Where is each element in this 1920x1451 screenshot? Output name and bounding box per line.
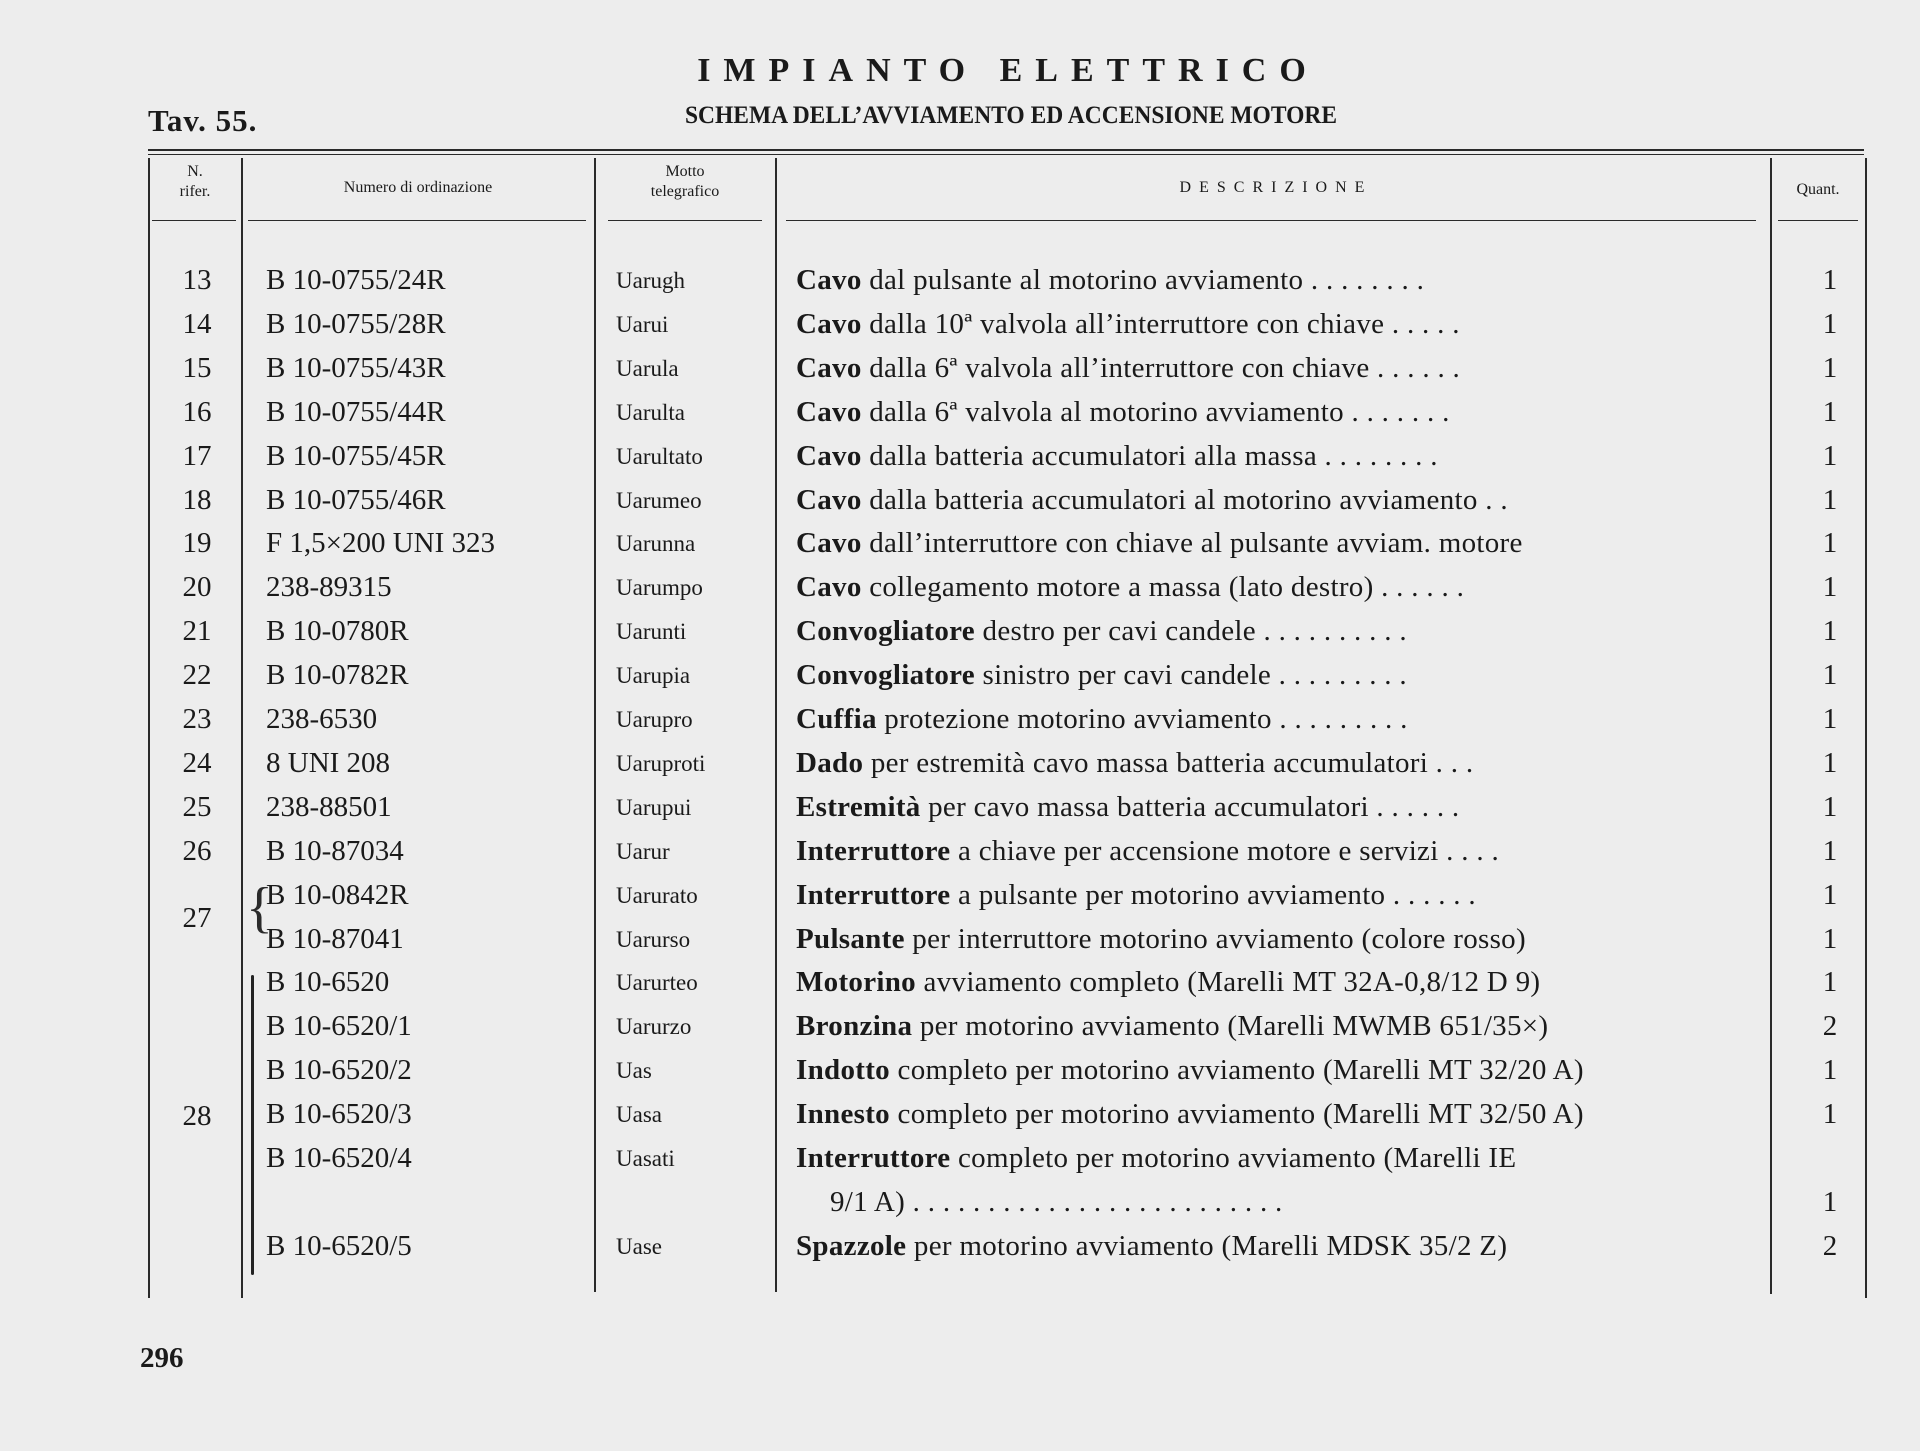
row-ref-number: 19 bbox=[182, 527, 212, 559]
row-description-text: dal pulsante al motorino avviamento . . . . . . . . bbox=[861, 264, 1425, 296]
row-order-number: B 10-6520/3 bbox=[266, 1098, 412, 1130]
row-description-keyword: Interruttore bbox=[796, 879, 951, 911]
column-divider bbox=[1770, 158, 1772, 1294]
row-description-text: completo per motorino avviamento (Marelli MT 32/20 A) bbox=[889, 1054, 1584, 1086]
row-description bbox=[796, 835, 1758, 868]
row-description bbox=[796, 571, 1758, 604]
header-underline bbox=[786, 220, 1756, 221]
row-description bbox=[796, 308, 1758, 341]
row-quantity: 1 bbox=[1822, 352, 1838, 384]
row-quantity: 1 bbox=[1822, 396, 1838, 428]
row-description-keyword: Estremità bbox=[796, 791, 921, 823]
row-description bbox=[796, 440, 1758, 473]
row-quantity: 1 bbox=[1822, 659, 1838, 691]
row-telegraphic-code: Uarula bbox=[616, 356, 679, 381]
row-description-text: dalla batteria accumulatori al motorino avviamento . . bbox=[861, 484, 1508, 516]
row-ref-number: 14 bbox=[182, 308, 212, 340]
row-order-number: B 10-0755/24R bbox=[266, 264, 446, 296]
row-telegraphic-code: Uarumeo bbox=[616, 488, 702, 513]
header-ordinazione: Numero di ordinazione bbox=[343, 179, 493, 196]
row-description-keyword: Cavo bbox=[796, 571, 862, 603]
row-description bbox=[796, 352, 1758, 385]
row-description-text: completo per motorino avviamento (Marelli IE bbox=[950, 1142, 1517, 1174]
row-description-text: dalla 6ª valvola al motorino avviamento . . . . . . . bbox=[861, 396, 1450, 428]
row-quantity: 1 bbox=[1822, 440, 1838, 472]
row-ref-number: 17 bbox=[182, 440, 212, 472]
row-order-number: B 10-0755/45R bbox=[266, 440, 446, 472]
row-description-keyword: Convogliatore bbox=[796, 659, 975, 691]
row-description bbox=[796, 1010, 1758, 1043]
row-telegraphic-code: Uarurzo bbox=[616, 1014, 692, 1039]
header-descrizione: D E S C R I Z I O N E bbox=[1179, 179, 1367, 196]
row-description bbox=[796, 615, 1758, 648]
header-underline bbox=[608, 220, 762, 221]
row-description bbox=[796, 879, 1758, 912]
row-order-number: B 10-6520/1 bbox=[266, 1010, 412, 1042]
row-description-text: per motorino avviamento (Marelli MWMB 651/35×) bbox=[912, 1010, 1549, 1042]
row-description bbox=[796, 1098, 1758, 1131]
row-telegraphic-code: Uarui bbox=[616, 312, 669, 337]
row-description-text: dall’interruttore con chiave al pulsante avviam. motore bbox=[861, 527, 1523, 559]
column-divider bbox=[775, 158, 777, 1292]
row-description-keyword: Cavo bbox=[796, 308, 862, 340]
header-underline bbox=[248, 220, 586, 221]
header-quant: Quant. bbox=[1796, 181, 1840, 198]
row-description-keyword: Innesto bbox=[796, 1098, 890, 1130]
row-order-number: B 10-6520/4 bbox=[266, 1142, 412, 1174]
row-order-number: 238-88501 bbox=[266, 791, 392, 823]
row-description bbox=[796, 484, 1758, 517]
row-description-keyword: Cuffia bbox=[796, 703, 877, 735]
column-divider bbox=[241, 158, 243, 1298]
row-description-text: destro per cavi candele . . . . . . . . . . bbox=[974, 615, 1407, 647]
row-description bbox=[796, 1054, 1758, 1087]
row-quantity: 1 bbox=[1822, 1054, 1838, 1086]
group-label: 28 bbox=[182, 1100, 212, 1132]
row-ref-number: 26 bbox=[182, 835, 212, 867]
row-description bbox=[830, 1186, 1758, 1219]
header-nref bbox=[150, 162, 240, 202]
row-telegraphic-code: Uaruproti bbox=[616, 751, 706, 776]
row-description-text: dalla 6ª valvola all’interruttore con chiave . . . . . . bbox=[861, 352, 1461, 384]
header-motto-line1: Motto bbox=[665, 163, 705, 180]
row-quantity: 2 bbox=[1822, 1010, 1838, 1042]
row-telegraphic-code: Uarurso bbox=[616, 927, 691, 952]
row-description-keyword: Interruttore bbox=[796, 1142, 951, 1174]
row-order-number: B 10-0755/46R bbox=[266, 484, 446, 516]
row-description-text: a pulsante per motorino avviamento . . . . . . bbox=[950, 879, 1476, 911]
row-telegraphic-code: Uase bbox=[616, 1234, 662, 1259]
row-quantity: 1 bbox=[1822, 1186, 1838, 1218]
row-description bbox=[796, 396, 1758, 429]
top-rule bbox=[148, 149, 1864, 151]
row-quantity: 1 bbox=[1822, 747, 1838, 779]
row-order-number: 8 UNI 208 bbox=[266, 747, 391, 779]
row-telegraphic-code: Uarulta bbox=[616, 400, 685, 425]
row-ref-number: 21 bbox=[182, 615, 212, 647]
row-order-number: B 10-0755/28R bbox=[266, 308, 446, 340]
row-telegraphic-code: Uarurato bbox=[616, 883, 698, 908]
row-ref-number: 16 bbox=[182, 396, 212, 428]
row-telegraphic-code: Uarumpo bbox=[616, 575, 703, 600]
row-description bbox=[796, 966, 1758, 999]
row-order-number: B 10-0842R bbox=[266, 879, 409, 911]
row-description-text: per interruttore motorino avviamento (colore rosso) bbox=[904, 923, 1526, 955]
row-telegraphic-code: Uarultato bbox=[616, 444, 703, 469]
row-description-text: avviamento completo (Marelli MT 32A-0,8/12 D 9) bbox=[916, 966, 1541, 998]
row-telegraphic-code: Uarur bbox=[616, 839, 670, 864]
row-telegraphic-code: Uarupro bbox=[616, 707, 693, 732]
row-description-keyword: Convogliatore bbox=[796, 615, 975, 647]
row-order-number: B 10-87041 bbox=[266, 923, 404, 955]
row-telegraphic-code: Uas bbox=[616, 1058, 652, 1083]
row-ref-number: 24 bbox=[182, 747, 212, 779]
row-quantity: 1 bbox=[1822, 484, 1838, 516]
row-quantity: 2 bbox=[1822, 1230, 1838, 1262]
row-description-text: per motorino avviamento (Marelli MDSK 35/2 Z) bbox=[906, 1230, 1508, 1262]
row-description-text: protezione motorino avviamento . . . . . . . . . bbox=[876, 703, 1408, 735]
page-number: 296 bbox=[140, 1342, 184, 1374]
row-description-keyword: Spazzole bbox=[796, 1230, 907, 1262]
row-quantity: 1 bbox=[1822, 527, 1838, 559]
row-description-keyword: Cavo bbox=[796, 352, 862, 384]
row-description-keyword: Cavo bbox=[796, 396, 862, 428]
row-order-number: B 10-6520/2 bbox=[266, 1054, 412, 1086]
header-underline bbox=[1778, 220, 1858, 221]
row-description bbox=[796, 791, 1758, 824]
row-description-keyword: Cavo bbox=[796, 527, 862, 559]
row-description bbox=[796, 923, 1758, 956]
row-description bbox=[796, 264, 1758, 297]
row-ref-number: 25 bbox=[182, 791, 212, 823]
row-telegraphic-code: Uasati bbox=[616, 1146, 675, 1171]
row-quantity: 1 bbox=[1822, 703, 1838, 735]
row-description-keyword: Indotto bbox=[796, 1054, 890, 1086]
row-description-text: dalla 10ª valvola all’interruttore con chiave . . . . . bbox=[861, 308, 1460, 340]
row-telegraphic-code: Uarunna bbox=[616, 531, 696, 556]
row-quantity: 1 bbox=[1822, 966, 1838, 998]
row-description-keyword: Cavo bbox=[796, 264, 862, 296]
group-brace: { bbox=[246, 877, 273, 939]
column-divider bbox=[1865, 158, 1867, 1298]
header-motto bbox=[598, 162, 772, 202]
row-order-number: B 10-0780R bbox=[266, 615, 409, 647]
row-description-text: per estremità cavo massa batteria accumulatori . . . bbox=[863, 747, 1474, 779]
row-description bbox=[796, 659, 1758, 692]
row-telegraphic-code: Uarunti bbox=[616, 619, 687, 644]
header-nref-line2: rifer. bbox=[179, 183, 211, 200]
row-quantity: 1 bbox=[1822, 923, 1838, 955]
row-quantity: 1 bbox=[1822, 1098, 1838, 1130]
row-description-keyword: Dado bbox=[796, 747, 864, 779]
group-brace bbox=[251, 975, 254, 1275]
page-subtitle: SCHEMA DELL’AVVIAMENTO ED ACCENSIONE MOTORE bbox=[684, 102, 1338, 129]
row-order-number: B 10-6520 bbox=[266, 966, 390, 998]
column-divider bbox=[148, 158, 150, 1298]
row-order-number: B 10-0782R bbox=[266, 659, 409, 691]
row-description bbox=[796, 1142, 1758, 1175]
row-description bbox=[796, 703, 1758, 736]
row-description-text: sinistro per cavi candele . . . . . . . . . bbox=[974, 659, 1407, 691]
row-telegraphic-code: Uarurteo bbox=[616, 970, 698, 995]
row-description-text: dalla batteria accumulatori alla massa . . . . . . . . bbox=[861, 440, 1438, 472]
row-telegraphic-code: Uarugh bbox=[616, 268, 685, 293]
row-quantity: 1 bbox=[1822, 835, 1838, 867]
row-quantity: 1 bbox=[1822, 791, 1838, 823]
row-description-text: completo per motorino avviamento (Marelli MT 32/50 A) bbox=[889, 1098, 1584, 1130]
row-telegraphic-code: Uasa bbox=[616, 1102, 662, 1127]
row-ref-number: 20 bbox=[182, 571, 212, 603]
column-divider bbox=[594, 158, 596, 1292]
row-order-number: B 10-6520/5 bbox=[266, 1230, 412, 1262]
row-description-keyword: Cavo bbox=[796, 440, 862, 472]
row-description-keyword: Cavo bbox=[796, 484, 862, 516]
row-telegraphic-code: Uarupui bbox=[616, 795, 692, 820]
row-quantity: 1 bbox=[1822, 264, 1838, 296]
row-ref-number: 15 bbox=[182, 352, 212, 384]
row-ref-number: 23 bbox=[182, 703, 212, 735]
row-quantity: 1 bbox=[1822, 308, 1838, 340]
row-description-text: collegamento motore a massa (lato destro) . . . . . . bbox=[861, 571, 1465, 603]
header-nref-line1: N. bbox=[187, 163, 203, 180]
row-quantity: 1 bbox=[1822, 879, 1838, 911]
row-description-text: a chiave per accensione motore e servizi . . . . bbox=[950, 835, 1499, 867]
row-order-number: 238-6530 bbox=[266, 703, 378, 735]
header-underline bbox=[152, 220, 236, 221]
row-description-text: per cavo massa batteria accumulatori . . . . . . bbox=[920, 791, 1460, 823]
row-order-number: F 1,5×200 UNI 323 bbox=[266, 527, 496, 559]
row-description-text: 9/1 A) . . . . . . . . . . . . . . . . . . . . . . . . . bbox=[830, 1186, 1283, 1218]
top-rule-2 bbox=[148, 154, 1864, 155]
row-description-keyword: Interruttore bbox=[796, 835, 951, 867]
row-order-number: B 10-87034 bbox=[266, 835, 404, 867]
row-description bbox=[796, 747, 1758, 780]
row-description bbox=[796, 527, 1758, 560]
row-description-keyword: Motorino bbox=[796, 966, 916, 998]
row-quantity: 1 bbox=[1822, 571, 1838, 603]
row-description-keyword: Pulsante bbox=[796, 923, 905, 955]
header-motto-line2: telegrafico bbox=[650, 183, 720, 200]
group-label: 27 bbox=[182, 902, 212, 934]
table-reference: Tav. 55. bbox=[148, 103, 258, 138]
row-order-number: 238-89315 bbox=[266, 571, 392, 603]
row-telegraphic-code: Uarupia bbox=[616, 663, 691, 688]
row-ref-number: 13 bbox=[182, 264, 212, 296]
row-ref-number: 22 bbox=[182, 659, 212, 691]
row-ref-number: 18 bbox=[182, 484, 212, 516]
row-description bbox=[796, 1230, 1758, 1263]
row-order-number: B 10-0755/44R bbox=[266, 396, 446, 428]
row-order-number: B 10-0755/43R bbox=[266, 352, 446, 384]
page-title: IMPIANTO ELETTRICO bbox=[697, 52, 1319, 89]
row-description-keyword: Bronzina bbox=[796, 1010, 913, 1042]
row-quantity: 1 bbox=[1822, 615, 1838, 647]
